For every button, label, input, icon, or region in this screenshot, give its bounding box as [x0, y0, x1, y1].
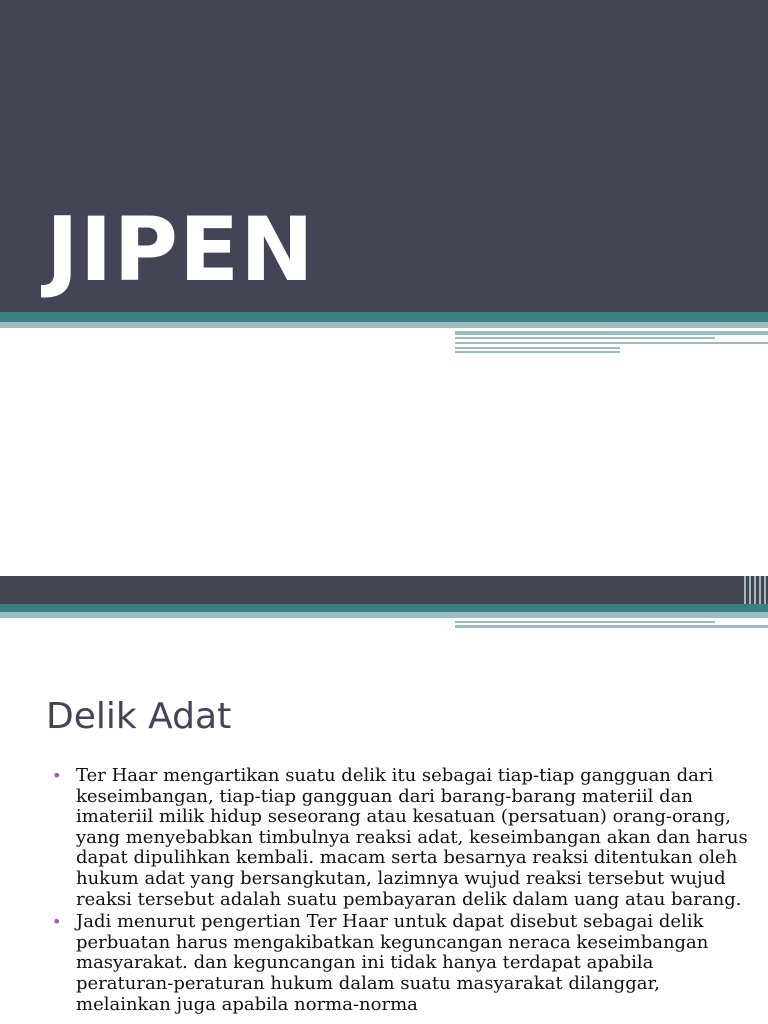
bullet-list [52, 766, 752, 1017]
header-band [0, 576, 768, 604]
teal-stripe-2 [0, 604, 768, 612]
bullet-dot-icon: • [52, 912, 62, 932]
thin-stripe-4 [455, 351, 620, 353]
thin-stripe-2 [455, 342, 768, 344]
light-stripe-left [0, 322, 455, 328]
slide-title: JIPEN [46, 198, 315, 301]
thin-stripe-2-2 [455, 625, 768, 628]
slide-heading: Delik Adat [46, 696, 232, 737]
bullet-text: Ter Haar mengartikan suatu delik itu sebagai tiap-tiap gangguan dari keseimbangan, tiap-tiap gangguan dari barang-barang materiil dan imateriil milik hidup seseorang atau kesatuan (persatuan) orang-orang, yang menyebabkan timbulnya reaksi adat, keseimbangan akan dan harus dapat dipulihkan kembali. macam serta besarnya reaksi ditentukan oleh hukum adat yang bersangkutan, lazimnya wujud reaksi tersebut wujud reaksi tersebut adalah suatu pembayaran delik dalam uang atau barang. [76, 765, 748, 910]
thin-stripe-1 [455, 337, 715, 339]
bullet-item [52, 912, 752, 1015]
header-decoration [742, 576, 768, 604]
bullet-text: Jadi menurut pengertian Ter Haar untuk dapat disebut sebagai delik perbuatan harus mengakibatkan keguncangan neraca keseimbangan masyarakat. dan keguncangan ini tidak hanya terdapat apabila peraturan-peraturan hukum dalam suatu masyarakat dilanggar, melainkan juga apabila norma-norma [76, 911, 709, 1015]
light-stripe-right [455, 322, 768, 328]
teal-stripe [0, 312, 768, 322]
bullet-item [52, 766, 752, 910]
light-stripe-right-2 [455, 331, 768, 335]
light-stripe-2-right [455, 612, 768, 618]
slide-2 [0, 576, 768, 1024]
thin-stripe-3 [455, 347, 620, 349]
light-stripe-2-left [0, 612, 455, 618]
bullet-dot-icon: • [52, 766, 62, 785]
thin-stripe-2-1 [455, 621, 715, 623]
